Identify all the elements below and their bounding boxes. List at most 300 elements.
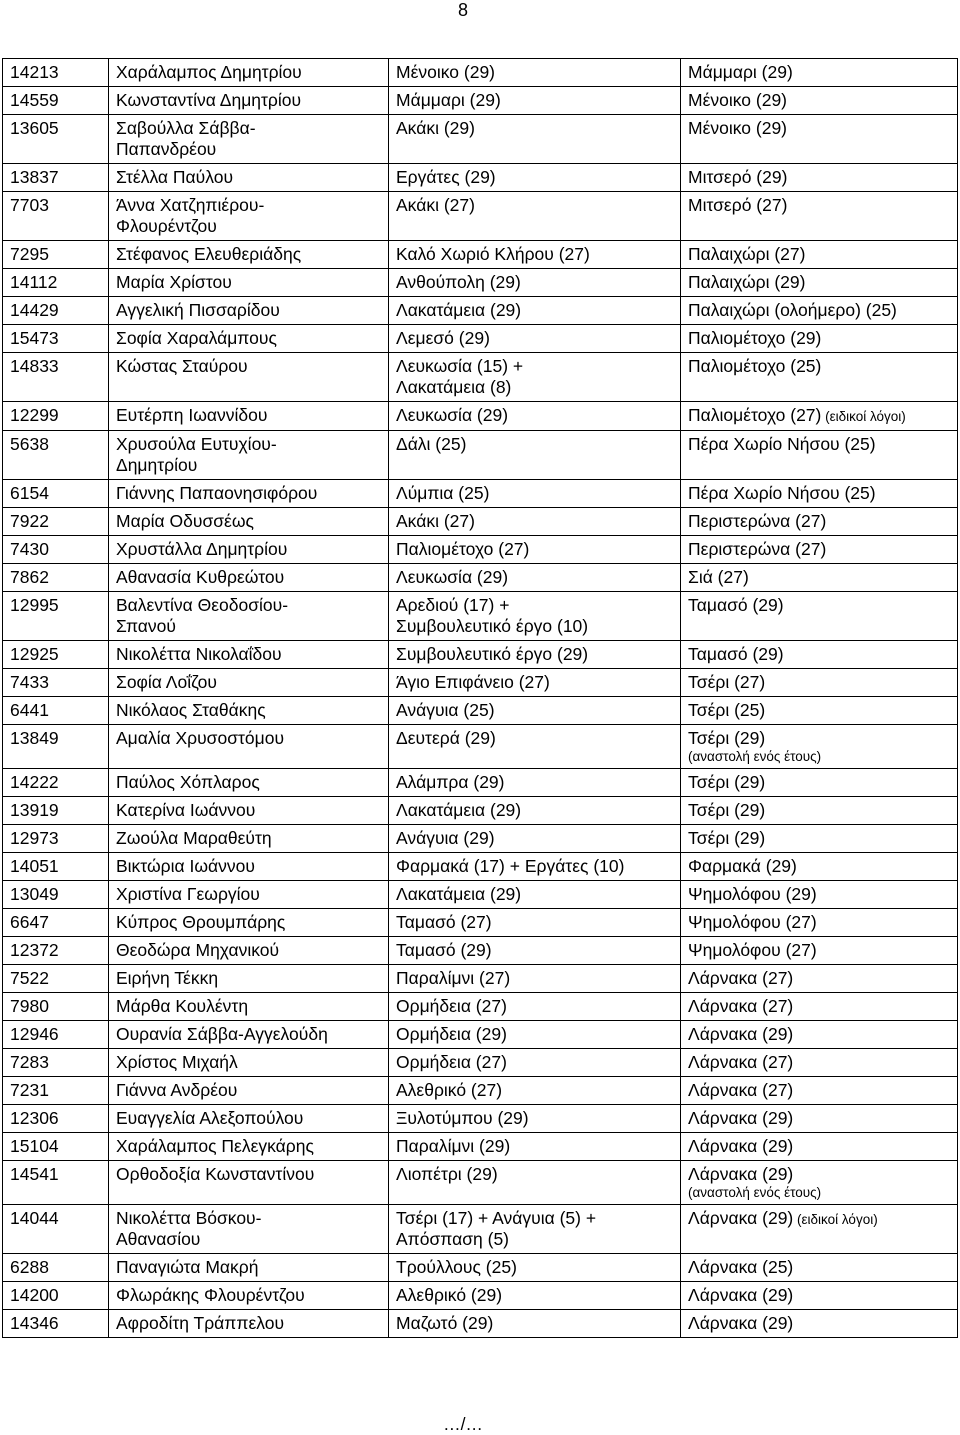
employee-name-cell bbox=[109, 87, 389, 115]
employee-name-cell-text: Χρίστος Μιχαήλ bbox=[116, 1052, 238, 1072]
new-school-cell-text: Ψημολόφου (27) bbox=[688, 912, 817, 932]
employee-name-cell bbox=[109, 1282, 389, 1310]
new-school-cell bbox=[681, 536, 958, 564]
employee-id-cell-text: 13049 bbox=[10, 884, 59, 904]
employee-id-cell bbox=[3, 1310, 109, 1338]
new-school-cell bbox=[681, 353, 958, 402]
new-school-cell bbox=[681, 697, 958, 725]
table-row bbox=[3, 825, 958, 853]
table-row bbox=[3, 480, 958, 508]
current-school-cell-text: Αλεθρικό (29) bbox=[396, 1285, 503, 1305]
new-school-cell-text: Τσέρι (29) bbox=[688, 728, 766, 748]
table-row bbox=[3, 325, 958, 353]
transfer-table bbox=[2, 58, 958, 1338]
employee-name-cell bbox=[109, 909, 389, 937]
transfer-note: (ειδικοί λόγοι) bbox=[793, 1212, 878, 1227]
new-school-cell bbox=[681, 993, 958, 1021]
new-school-cell-text: Τσέρι (29) bbox=[688, 800, 766, 820]
table-row bbox=[3, 87, 958, 115]
employee-id-cell bbox=[3, 508, 109, 536]
employee-id-cell-text: 7703 bbox=[10, 195, 49, 215]
employee-name-cell-text: Παναγιώτα Μακρή bbox=[116, 1257, 259, 1277]
employee-name-cell-text: Κώστας Σταύρου bbox=[116, 356, 248, 376]
table-body bbox=[3, 59, 958, 1338]
new-school-cell bbox=[681, 725, 958, 769]
current-school-cell bbox=[389, 192, 681, 241]
new-school-cell bbox=[681, 1133, 958, 1161]
current-school-cell-text: Τσέρι (17) + Ανάγυια (5) + Απόσπαση (5) bbox=[396, 1208, 597, 1249]
employee-id-cell-text: 12995 bbox=[10, 595, 59, 615]
table-row bbox=[3, 1133, 958, 1161]
new-school-cell bbox=[681, 769, 958, 797]
current-school-cell-text: Ακάκι (27) bbox=[396, 511, 475, 531]
employee-name-cell-text: Σοφία Χαραλάμπους bbox=[116, 328, 277, 348]
table-row bbox=[3, 59, 958, 87]
employee-name-cell bbox=[109, 115, 389, 164]
employee-id-cell bbox=[3, 1021, 109, 1049]
table-row bbox=[3, 1021, 958, 1049]
current-school-cell-text: Αλάμπρα (29) bbox=[396, 772, 505, 792]
new-school-cell-text: Λάρνακα (29) bbox=[688, 1313, 794, 1333]
current-school-cell-text: Ακάκι (29) bbox=[396, 118, 475, 138]
employee-name-cell bbox=[109, 1021, 389, 1049]
employee-id-cell bbox=[3, 164, 109, 192]
current-school-cell-text: Λιοπέτρι (29) bbox=[396, 1164, 498, 1184]
table-row bbox=[3, 1205, 958, 1254]
current-school-cell bbox=[389, 1105, 681, 1133]
transfer-note: (αναστολή ενός έτους) bbox=[688, 1185, 822, 1200]
employee-name-cell bbox=[109, 269, 389, 297]
employee-id-cell-text: 14222 bbox=[10, 772, 59, 792]
employee-id-cell-text: 15104 bbox=[10, 1136, 59, 1156]
new-school-cell bbox=[681, 669, 958, 697]
employee-id-cell-text: 14044 bbox=[10, 1208, 59, 1228]
employee-id-cell bbox=[3, 402, 109, 431]
employee-name-cell-text: Αθανασία Κυθρεώτου bbox=[116, 567, 285, 587]
new-school-cell-text: Λάρνακα (29) bbox=[688, 1136, 794, 1156]
employee-name-cell-text: Στέφανος Ελευθεριάδης bbox=[116, 244, 302, 264]
new-school-cell-text: Ψημολόφου (27) bbox=[688, 940, 817, 960]
current-school-cell-text: Ανάγυια (25) bbox=[396, 700, 495, 720]
employee-name-cell bbox=[109, 1310, 389, 1338]
new-school-cell bbox=[681, 1105, 958, 1133]
employee-id-cell-text: 14429 bbox=[10, 300, 59, 320]
employee-id-cell-text: 14213 bbox=[10, 62, 59, 82]
current-school-cell bbox=[389, 853, 681, 881]
employee-id-cell bbox=[3, 192, 109, 241]
new-school-cell bbox=[681, 1254, 958, 1282]
employee-id-cell-text: 7980 bbox=[10, 996, 49, 1016]
employee-id-cell-text: 13919 bbox=[10, 800, 59, 820]
current-school-cell bbox=[389, 164, 681, 192]
current-school-cell-text: Δευτερά (29) bbox=[396, 728, 496, 748]
table-row bbox=[3, 993, 958, 1021]
table-row bbox=[3, 1105, 958, 1133]
employee-name-cell-text: Μαρία Χρίστου bbox=[116, 272, 232, 292]
table-row bbox=[3, 353, 958, 402]
current-school-cell-text: Λακατάμεια (29) bbox=[396, 884, 522, 904]
current-school-cell-text: Ορμήδεια (27) bbox=[396, 996, 507, 1016]
new-school-cell bbox=[681, 59, 958, 87]
employee-id-cell-text: 7522 bbox=[10, 968, 49, 988]
new-school-cell bbox=[681, 402, 958, 431]
continuation-marker: …/… bbox=[443, 1414, 483, 1434]
current-school-cell-text: Λευκωσία (29) bbox=[396, 405, 509, 425]
employee-name-cell bbox=[109, 192, 389, 241]
employee-id-cell-text: 5638 bbox=[10, 434, 49, 454]
new-school-cell-text: Περιστερώνα (27) bbox=[688, 539, 827, 559]
table-row bbox=[3, 669, 958, 697]
employee-id-cell-text: 13849 bbox=[10, 728, 59, 748]
current-school-cell bbox=[389, 1161, 681, 1205]
employee-id-cell-text: 7231 bbox=[10, 1080, 49, 1100]
current-school-cell-text: Μένοικο (29) bbox=[396, 62, 496, 82]
employee-id-cell bbox=[3, 1049, 109, 1077]
employee-name-cell bbox=[109, 937, 389, 965]
table-row bbox=[3, 164, 958, 192]
new-school-cell bbox=[681, 1021, 958, 1049]
current-school-cell bbox=[389, 669, 681, 697]
employee-id-cell-text: 13605 bbox=[10, 118, 59, 138]
employee-id-cell-text: 7283 bbox=[10, 1052, 49, 1072]
new-school-cell-text: Παλαιχώρι (29) bbox=[688, 272, 806, 292]
table-row bbox=[3, 1161, 958, 1205]
table-row bbox=[3, 592, 958, 641]
new-school-cell-text: Σιά (27) bbox=[688, 567, 749, 587]
current-school-cell bbox=[389, 881, 681, 909]
employee-name-cell-text: Ζωούλα Μαραθεύτη bbox=[116, 828, 272, 848]
employee-id-cell-text: 7433 bbox=[10, 672, 49, 692]
current-school-cell bbox=[389, 508, 681, 536]
employee-name-cell-text: Χρυστάλλα Δημητρίου bbox=[116, 539, 288, 559]
new-school-cell-text: Τσέρι (29) bbox=[688, 828, 766, 848]
employee-name-cell bbox=[109, 353, 389, 402]
employee-id-cell bbox=[3, 1105, 109, 1133]
current-school-cell-text: Λεμεσό (29) bbox=[396, 328, 490, 348]
new-school-cell bbox=[681, 508, 958, 536]
employee-name-cell-text: Γιάννης Παπαονησιφόρου bbox=[116, 483, 318, 503]
employee-id-cell-text: 6154 bbox=[10, 483, 49, 503]
current-school-cell bbox=[389, 725, 681, 769]
current-school-cell-text: Φαρμακά (17) + Εργάτες (10) bbox=[396, 856, 625, 876]
employee-name-cell-text: Χρυσούλα Ευτυχίου- Δημητρίου bbox=[116, 434, 277, 475]
current-school-cell-text: Αλεθρικό (27) bbox=[396, 1080, 503, 1100]
employee-id-cell bbox=[3, 269, 109, 297]
employee-id-cell-text: 14346 bbox=[10, 1313, 59, 1333]
new-school-cell-text: Λάρνακα (27) bbox=[688, 1080, 794, 1100]
new-school-cell-text: Λάρνακα (29) bbox=[688, 1285, 794, 1305]
new-school-cell-text: Παλαιχώρι (27) bbox=[688, 244, 806, 264]
new-school-cell-text: Τσέρι (25) bbox=[688, 700, 766, 720]
current-school-cell bbox=[389, 937, 681, 965]
employee-id-cell-text: 14559 bbox=[10, 90, 59, 110]
employee-id-cell-text: 6288 bbox=[10, 1257, 49, 1277]
current-school-cell bbox=[389, 1021, 681, 1049]
employee-name-cell-text: Κύπρος Θρουμπάρης bbox=[116, 912, 286, 932]
employee-id-cell-text: 14541 bbox=[10, 1164, 59, 1184]
new-school-cell-text: Μιτσερό (29) bbox=[688, 167, 788, 187]
table-row bbox=[3, 697, 958, 725]
new-school-cell bbox=[681, 1049, 958, 1077]
employee-id-cell bbox=[3, 1133, 109, 1161]
new-school-cell bbox=[681, 797, 958, 825]
employee-name-cell bbox=[109, 1205, 389, 1254]
table-row bbox=[3, 402, 958, 431]
new-school-cell-text: Πέρα Χωρίο Νήσου (25) bbox=[688, 434, 876, 454]
employee-id-cell bbox=[3, 480, 109, 508]
employee-id-cell-text: 7922 bbox=[10, 511, 49, 531]
current-school-cell bbox=[389, 993, 681, 1021]
employee-name-cell bbox=[109, 297, 389, 325]
table-row bbox=[3, 192, 958, 241]
employee-name-cell bbox=[109, 1161, 389, 1205]
current-school-cell-text: Αρεδιού (17) + Συμβουλευτικό έργο (10) bbox=[396, 595, 589, 636]
table-row bbox=[3, 797, 958, 825]
new-school-cell-text: Ψημολόφου (29) bbox=[688, 884, 817, 904]
current-school-cell bbox=[389, 1077, 681, 1105]
employee-id-cell bbox=[3, 909, 109, 937]
new-school-cell bbox=[681, 909, 958, 937]
employee-id-cell bbox=[3, 769, 109, 797]
new-school-cell-text: Πέρα Χωρίο Νήσου (25) bbox=[688, 483, 876, 503]
employee-id-cell bbox=[3, 1161, 109, 1205]
current-school-cell bbox=[389, 269, 681, 297]
employee-id-cell-text: 12306 bbox=[10, 1108, 59, 1128]
employee-id-cell bbox=[3, 241, 109, 269]
employee-name-cell-text: Άννα Χατζηπιέρου- Φλουρέντζου bbox=[116, 195, 265, 236]
new-school-cell bbox=[681, 965, 958, 993]
employee-name-cell bbox=[109, 402, 389, 431]
employee-id-cell bbox=[3, 1205, 109, 1254]
new-school-cell-text: Λάρνακα (29) bbox=[688, 1208, 794, 1228]
employee-id-cell bbox=[3, 1254, 109, 1282]
employee-name-cell-text: Αγγελική Πισσαρίδου bbox=[116, 300, 280, 320]
table-row bbox=[3, 536, 958, 564]
employee-id-cell-text: 13837 bbox=[10, 167, 59, 187]
current-school-cell bbox=[389, 564, 681, 592]
employee-name-cell-text: Αμαλία Χρυσοστόμου bbox=[116, 728, 285, 748]
current-school-cell-text: Λακατάμεια (29) bbox=[396, 300, 522, 320]
employee-name-cell-text: Νικολέττα Βόσκου- Αθανασίου bbox=[116, 1208, 262, 1249]
employee-name-cell bbox=[109, 697, 389, 725]
current-school-cell bbox=[389, 697, 681, 725]
new-school-cell bbox=[681, 480, 958, 508]
new-school-cell bbox=[681, 87, 958, 115]
employee-id-cell-text: 7862 bbox=[10, 567, 49, 587]
current-school-cell-text: Λύμπια (25) bbox=[396, 483, 490, 503]
current-school-cell bbox=[389, 1254, 681, 1282]
current-school-cell-text: Καλό Χωριό Κλήρου (27) bbox=[396, 244, 590, 264]
current-school-cell bbox=[389, 1310, 681, 1338]
employee-id-cell-text: 14051 bbox=[10, 856, 59, 876]
employee-name-cell bbox=[109, 1105, 389, 1133]
current-school-cell-text: Μαζωτό (29) bbox=[396, 1313, 494, 1333]
employee-name-cell-text: Ειρήνη Τέκκη bbox=[116, 968, 219, 988]
new-school-cell bbox=[681, 641, 958, 669]
current-school-cell bbox=[389, 825, 681, 853]
current-school-cell-text: Λακατάμεια (29) bbox=[396, 800, 522, 820]
table-row bbox=[3, 297, 958, 325]
new-school-cell bbox=[681, 115, 958, 164]
current-school-cell-text: Μάμμαρι (29) bbox=[396, 90, 501, 110]
new-school-cell bbox=[681, 297, 958, 325]
table-row bbox=[3, 1077, 958, 1105]
employee-id-cell bbox=[3, 564, 109, 592]
transfer-note: (ειδικοί λόγοι) bbox=[821, 409, 906, 424]
employee-id-cell bbox=[3, 993, 109, 1021]
new-school-cell-text: Παλιομέτοχο (27) bbox=[688, 405, 822, 425]
employee-name-cell bbox=[109, 1049, 389, 1077]
current-school-cell-text: Ανάγυια (29) bbox=[396, 828, 495, 848]
current-school-cell bbox=[389, 536, 681, 564]
new-school-cell-text: Παλαιχώρι (ολοήμερο) (25) bbox=[688, 300, 897, 320]
employee-name-cell bbox=[109, 431, 389, 480]
new-school-cell-text: Τσέρι (27) bbox=[688, 672, 766, 692]
new-school-cell-text: Λάρνακα (29) bbox=[688, 1024, 794, 1044]
employee-name-cell bbox=[109, 1077, 389, 1105]
table-row bbox=[3, 1282, 958, 1310]
employee-id-cell bbox=[3, 669, 109, 697]
employee-id-cell bbox=[3, 697, 109, 725]
employee-name-cell-text: Παύλος Χόπλαρος bbox=[116, 772, 260, 792]
employee-name-cell-text: Γιάννα Ανδρέου bbox=[116, 1080, 238, 1100]
new-school-cell-text: Λάρνακα (27) bbox=[688, 1052, 794, 1072]
employee-name-cell-text: Χαράλαμπος Πελεγκάρης bbox=[116, 1136, 314, 1156]
current-school-cell bbox=[389, 592, 681, 641]
employee-name-cell-text: Ευτέρπη Ιωαννίδου bbox=[116, 405, 268, 425]
new-school-cell-text: Ταμασό (29) bbox=[688, 644, 784, 664]
current-school-cell-text: Ορμήδεια (29) bbox=[396, 1024, 507, 1044]
employee-id-cell bbox=[3, 59, 109, 87]
employee-name-cell bbox=[109, 508, 389, 536]
current-school-cell bbox=[389, 1049, 681, 1077]
new-school-cell bbox=[681, 564, 958, 592]
employee-name-cell-text: Σαβούλλα Σάββα- Παπανδρέου bbox=[116, 118, 256, 159]
employee-name-cell-text: Νικολέττα Νικολαΐδου bbox=[116, 644, 282, 664]
new-school-cell-text: Τσέρι (29) bbox=[688, 772, 766, 792]
table-row bbox=[3, 1310, 958, 1338]
new-school-cell-text: Λάρνακα (29) bbox=[688, 1108, 794, 1128]
table-row bbox=[3, 725, 958, 769]
current-school-cell bbox=[389, 965, 681, 993]
employee-name-cell-text: Μαρία Οδυσσέως bbox=[116, 511, 254, 531]
employee-name-cell bbox=[109, 853, 389, 881]
table-row bbox=[3, 508, 958, 536]
employee-name-cell-text: Αφροδίτη Τράππελου bbox=[116, 1313, 285, 1333]
current-school-cell-text: Λευκωσία (15) + Λακατάμεια (8) bbox=[396, 356, 524, 397]
table-row bbox=[3, 965, 958, 993]
current-school-cell bbox=[389, 1133, 681, 1161]
employee-id-cell bbox=[3, 592, 109, 641]
current-school-cell bbox=[389, 87, 681, 115]
employee-name-cell-text: Χαράλαμπος Δημητρίου bbox=[116, 62, 302, 82]
page-number: 8 bbox=[457, 0, 468, 20]
employee-id-cell bbox=[3, 325, 109, 353]
employee-name-cell-text: Κατερίνα Ιωάννου bbox=[116, 800, 256, 820]
new-school-cell bbox=[681, 192, 958, 241]
new-school-cell-text: Λάρνακα (27) bbox=[688, 968, 794, 988]
employee-name-cell bbox=[109, 1254, 389, 1282]
current-school-cell bbox=[389, 353, 681, 402]
employee-id-cell bbox=[3, 881, 109, 909]
current-school-cell-text: Ταμασό (27) bbox=[396, 912, 492, 932]
employee-name-cell-text: Θεοδώρα Μηχανικού bbox=[116, 940, 280, 960]
table-row bbox=[3, 564, 958, 592]
employee-name-cell bbox=[109, 965, 389, 993]
employee-id-cell bbox=[3, 853, 109, 881]
current-school-cell-text: Ξυλοτύμπου (29) bbox=[396, 1108, 529, 1128]
employee-name-cell bbox=[109, 536, 389, 564]
table-row bbox=[3, 1049, 958, 1077]
new-school-cell bbox=[681, 269, 958, 297]
employee-id-cell-text: 14200 bbox=[10, 1285, 59, 1305]
new-school-cell bbox=[681, 937, 958, 965]
employee-name-cell bbox=[109, 993, 389, 1021]
employee-name-cell bbox=[109, 881, 389, 909]
current-school-cell-text: Ορμήδεια (27) bbox=[396, 1052, 507, 1072]
new-school-cell bbox=[681, 325, 958, 353]
employee-id-cell-text: 12372 bbox=[10, 940, 59, 960]
employee-name-cell-text: Ορθοδοξία Κωνσταντίνου bbox=[116, 1164, 315, 1184]
employee-id-cell bbox=[3, 825, 109, 853]
transfer-note: (αναστολή ενός έτους) bbox=[688, 749, 822, 764]
new-school-cell-text: Λάρνακα (29) bbox=[688, 1164, 794, 1184]
current-school-cell bbox=[389, 325, 681, 353]
new-school-cell-text: Λάρνακα (25) bbox=[688, 1257, 794, 1277]
employee-id-cell bbox=[3, 1282, 109, 1310]
new-school-cell bbox=[681, 1310, 958, 1338]
employee-name-cell bbox=[109, 797, 389, 825]
current-school-cell bbox=[389, 1205, 681, 1254]
employee-id-cell bbox=[3, 115, 109, 164]
employee-name-cell-text: Βικτώρια Ιωάννου bbox=[116, 856, 255, 876]
table-row bbox=[3, 641, 958, 669]
employee-id-cell bbox=[3, 797, 109, 825]
new-school-cell bbox=[681, 1282, 958, 1310]
current-school-cell bbox=[389, 402, 681, 431]
employee-id-cell bbox=[3, 536, 109, 564]
current-school-cell-text: Δάλι (25) bbox=[396, 434, 467, 454]
new-school-cell bbox=[681, 592, 958, 641]
employee-id-cell bbox=[3, 1077, 109, 1105]
employee-id-cell-text: 7295 bbox=[10, 244, 49, 264]
employee-name-cell bbox=[109, 480, 389, 508]
employee-name-cell-text: Σοφία Λοΐζου bbox=[116, 672, 217, 692]
employee-id-cell-text: 14833 bbox=[10, 356, 59, 376]
employee-id-cell-text: 6441 bbox=[10, 700, 49, 720]
current-school-cell bbox=[389, 59, 681, 87]
employee-name-cell bbox=[109, 325, 389, 353]
employee-id-cell-text: 12299 bbox=[10, 405, 59, 425]
table-row bbox=[3, 241, 958, 269]
employee-name-cell bbox=[109, 725, 389, 769]
employee-name-cell bbox=[109, 825, 389, 853]
employee-name-cell-text: Ευαγγελία Αλεξοπούλου bbox=[116, 1108, 304, 1128]
current-school-cell-text: Παραλίμνι (27) bbox=[396, 968, 511, 988]
new-school-cell-text: Παλιομέτοχο (25) bbox=[688, 356, 822, 376]
employee-name-cell-text: Νικόλαος Σταθάκης bbox=[116, 700, 266, 720]
employee-name-cell bbox=[109, 641, 389, 669]
new-school-cell-text: Περιστερώνα (27) bbox=[688, 511, 827, 531]
new-school-cell bbox=[681, 1161, 958, 1205]
new-school-cell bbox=[681, 1205, 958, 1254]
employee-name-cell bbox=[109, 769, 389, 797]
employee-id-cell bbox=[3, 87, 109, 115]
table-row bbox=[3, 115, 958, 164]
current-school-cell-text: Συμβουλευτικό έργο (29) bbox=[396, 644, 589, 664]
employee-id-cell bbox=[3, 965, 109, 993]
employee-id-cell bbox=[3, 641, 109, 669]
